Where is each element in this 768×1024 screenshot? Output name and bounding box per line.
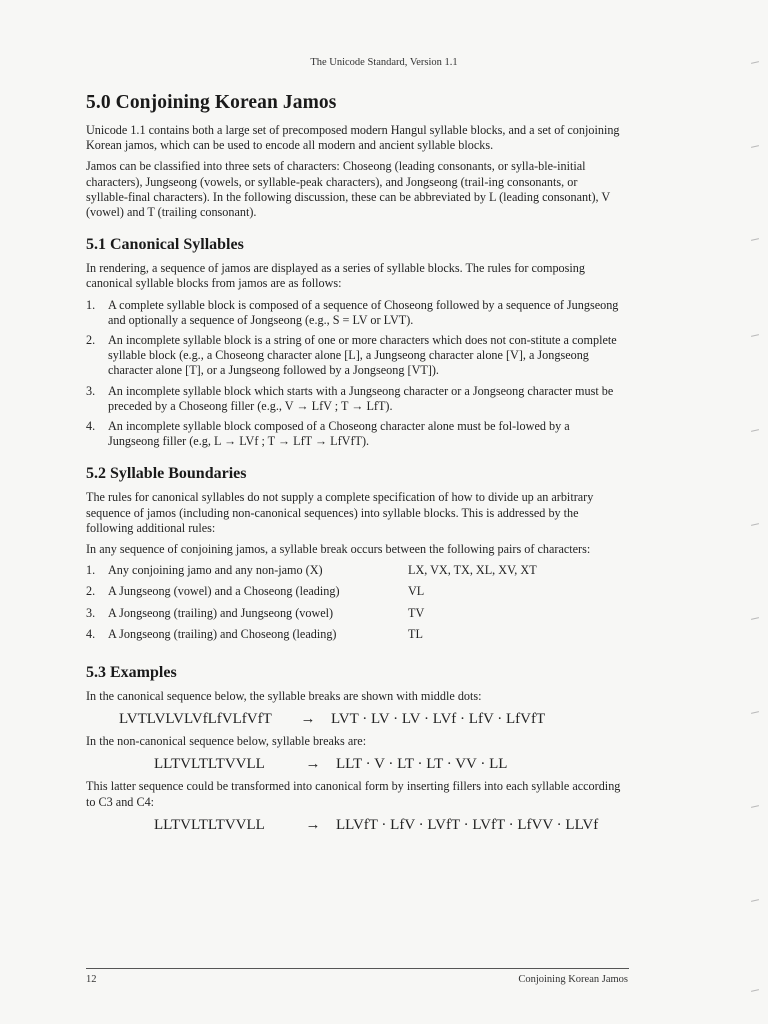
boundaries-paragraph: The rules for canonical syllables do not supply a complete specification of how to divide up an arbitrary sequence of jamos (including non-canonical sequences) into syllable blocks. This is addressed by the following additional rules: [86,490,594,535]
rule-number: 1. [86,297,96,312]
arrow-icon: → [305,756,321,773]
examples-intro: In the canonical sequence below, the syllable breaks are shown with middle dots: [86,689,482,704]
boundaries-paragraph: In any sequence of conjoining jamos, a syllable break occurs between the following pairs of characters: [86,542,591,557]
break-pairs-table [86,563,537,648]
examples-intro: This latter sequence could be transformed into canonical form by inserting fillers into each syllable according to C3 and C4: [86,779,621,809]
pair-number: 4. [86,626,96,641]
rule-number: 4. [86,419,96,434]
page-edge-mark [751,523,759,526]
rule-item [86,298,622,328]
pair-number: 1. [86,563,96,578]
example-input: LLTVLTLTVVLL [154,816,265,833]
page-edge-mark [751,145,759,148]
section-paragraph: Unicode 1.1 contains both a large set of precomposed modern Hangul syllable blocks, and a set of conjoining Korean jamos, which can be used to encode all modern and ancient syllable blocks. [86,123,620,153]
page-edge-mark [751,238,759,241]
rule-item [86,333,622,379]
running-head: The Unicode Standard, Version 1.1 [310,57,458,68]
rule-text: A complete syllable block is composed of a sequence of Choseong followed by a sequence of Jungseong and optionally a sequence of Jongseong (e.g., S = LV or LVT). [108,297,619,327]
table-row [86,627,537,648]
page-edge-mark [751,711,759,714]
example-output: LVT · LV · LV · LVf · LfV · LfVfT [331,711,546,728]
pair-description: Any conjoining jamo and any non-jamo (X) [108,563,323,578]
arrow-icon: → [300,711,316,728]
pair-codes: VL [408,584,425,599]
arrow-icon: → [305,816,321,833]
page-edge-mark [751,899,759,902]
pair-description: A Jongseong (trailing) and Jungseong (vowel) [108,605,334,620]
example-output: LLT · V · LT · LT · VV · LL [336,756,508,773]
example-canonical [86,710,622,728]
page-edge-mark [751,617,759,620]
pair-number: 3. [86,605,96,620]
table-row [86,584,537,605]
canonical-rules-list [86,298,622,450]
pair-codes: LX, VX, TX, XL, XV, XT [408,563,537,578]
syllable-boundaries-heading: 5.2 Syllable Boundaries [86,465,247,483]
footer-divider [86,968,629,969]
page-content [86,92,622,840]
section-paragraph: Jamos can be classified into three sets of characters: Choseong (leading consonants, or sylla-ble-initial characters), Jungseong (vowels, or syllable-peak characters), and Jongseong (trail-ing consonants, or syllable-final characters). In the following discussion, these can be abbreviated by L (leading consonant), V (vowel) and T (trailing consonant). [86,159,611,220]
examples-heading: 5.3 Examples [86,664,177,682]
page-number: 12 [86,974,97,985]
pair-codes: TV [408,605,425,620]
rule-text: An incomplete syllable block composed of a Choseong character alone must be fol-lowed by a Jungseong filler (e.g, L → LVf ; T → LfT → LfVfT). [108,419,570,449]
page-edge-mark [751,334,759,337]
section-title: 5.0 Conjoining Korean Jamos [86,92,337,113]
rule-text: An incomplete syllable block which starts with a Jungseong character or a Jongseong character must be preceded by a Choseong filler (e.g., V → LfV ; T → LfT). [108,383,614,413]
table-row [86,563,537,584]
footer-title: Conjoining Korean Jamos [518,974,628,985]
page-edge-mark [751,429,759,432]
rule-number: 2. [86,333,96,348]
canonical-syllables-heading: 5.1 Canonical Syllables [86,236,244,254]
rule-number: 3. [86,383,96,398]
rule-text: An incomplete syllable block is a string of one or more characters which does not con-stitute a complete syllable block (e.g., a Choseong character alone [L], a Jungseong character alone [V], a Jongseong character alone [T], or a Jungseong followed by a Jongseong [VT]). [108,333,617,378]
rule-item [86,419,622,449]
pair-description: A Jongseong (trailing) and Choseong (leading) [108,626,337,641]
example-noncanonical [86,755,622,773]
example-transformed [86,816,622,834]
examples-intro: In the non-canonical sequence below, syllable breaks are: [86,734,367,749]
example-input: LLTVLTLTVVLL [154,756,265,773]
canonical-intro: In rendering, a sequence of jamos are displayed as a series of syllable blocks. The rules for composing canonical syllable blocks from jamos are as follows: [86,261,585,291]
rule-item [86,384,622,414]
example-output: LLVfT · LfV · LVfT · LVfT · LfVV · LLVf [336,816,599,833]
pair-description: A Jungseong (vowel) and a Choseong (leading) [108,584,340,599]
pair-number: 2. [86,584,96,599]
page-edge-mark [751,805,759,808]
pair-codes: TL [408,626,423,641]
page-edge-mark [751,989,759,992]
example-input: LVTLVLVLVfLfVLfVfT [119,711,272,728]
table-row [86,606,537,627]
